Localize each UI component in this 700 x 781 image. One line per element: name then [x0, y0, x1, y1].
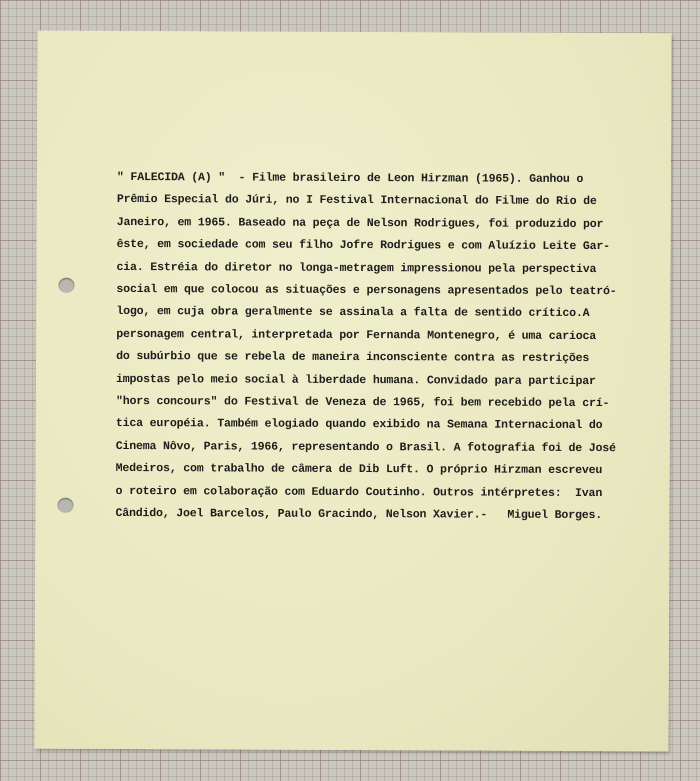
punch-hole: [58, 278, 74, 293]
text-line: social em que colocou as situações e personagens apresentados pelo teatró-: [116, 282, 617, 299]
text-line: impostas pelo meio social à liberdade humana. Convidado para participar: [116, 372, 596, 388]
text-line: Cinema Nôvo, Paris, 1966, representando o Brasil. A fotografia foi de José: [115, 439, 616, 456]
text-line: " FALECIDA (A) " - Filme brasileiro de Leon Hirzman (1965). Ganhou o: [116, 170, 584, 187]
text-line: Cândido, Joel Barcelos, Paulo Gracindo, Nelson Xavier.- Miguel Borges.: [115, 507, 603, 523]
typewritten-text: [115, 167, 677, 528]
text-line: Janeiro, em 1965. Baseado na peça de Nelson Rodrigues, foi produzido por: [116, 215, 604, 231]
text-line: tica européia. Também elogiado quando exibido na Semana Internacional do: [115, 417, 603, 433]
punch-hole: [57, 498, 73, 513]
text-line: Prêmio Especial do Júri, no I Festival Internacional do Filme do Rio de: [116, 193, 597, 209]
text-line: êste, em sociedade com seu filho Jofre Rodrigues e com Aluízio Leite Gar-: [116, 238, 610, 254]
text-line: o roteiro em colaboração com Eduardo Coutinho. Outros intérpretes: Ivan: [115, 484, 603, 500]
text-line: cia. Estréia do diretor no longa-metragem impressionou pela perspectiva: [116, 260, 597, 276]
text-line: logo, em cuja obra geralmente se assinala a falta de sentido crítico.A: [116, 305, 590, 321]
text-line: do subúrbio que se rebela de maneira inconsciente contra as restrições: [116, 350, 590, 366]
typed-sheet: [34, 31, 671, 752]
text-line: personagem central, interpretada por Fernanda Montenegro, é uma carioca: [116, 327, 597, 343]
text-line: "hors concours" do Festival de Veneza de 1965, foi bem recebido pela crí-: [115, 395, 610, 411]
text-line: Medeiros, com trabalho de câmera de Dib Luft. O próprio Hirzman escreveu: [115, 462, 603, 478]
